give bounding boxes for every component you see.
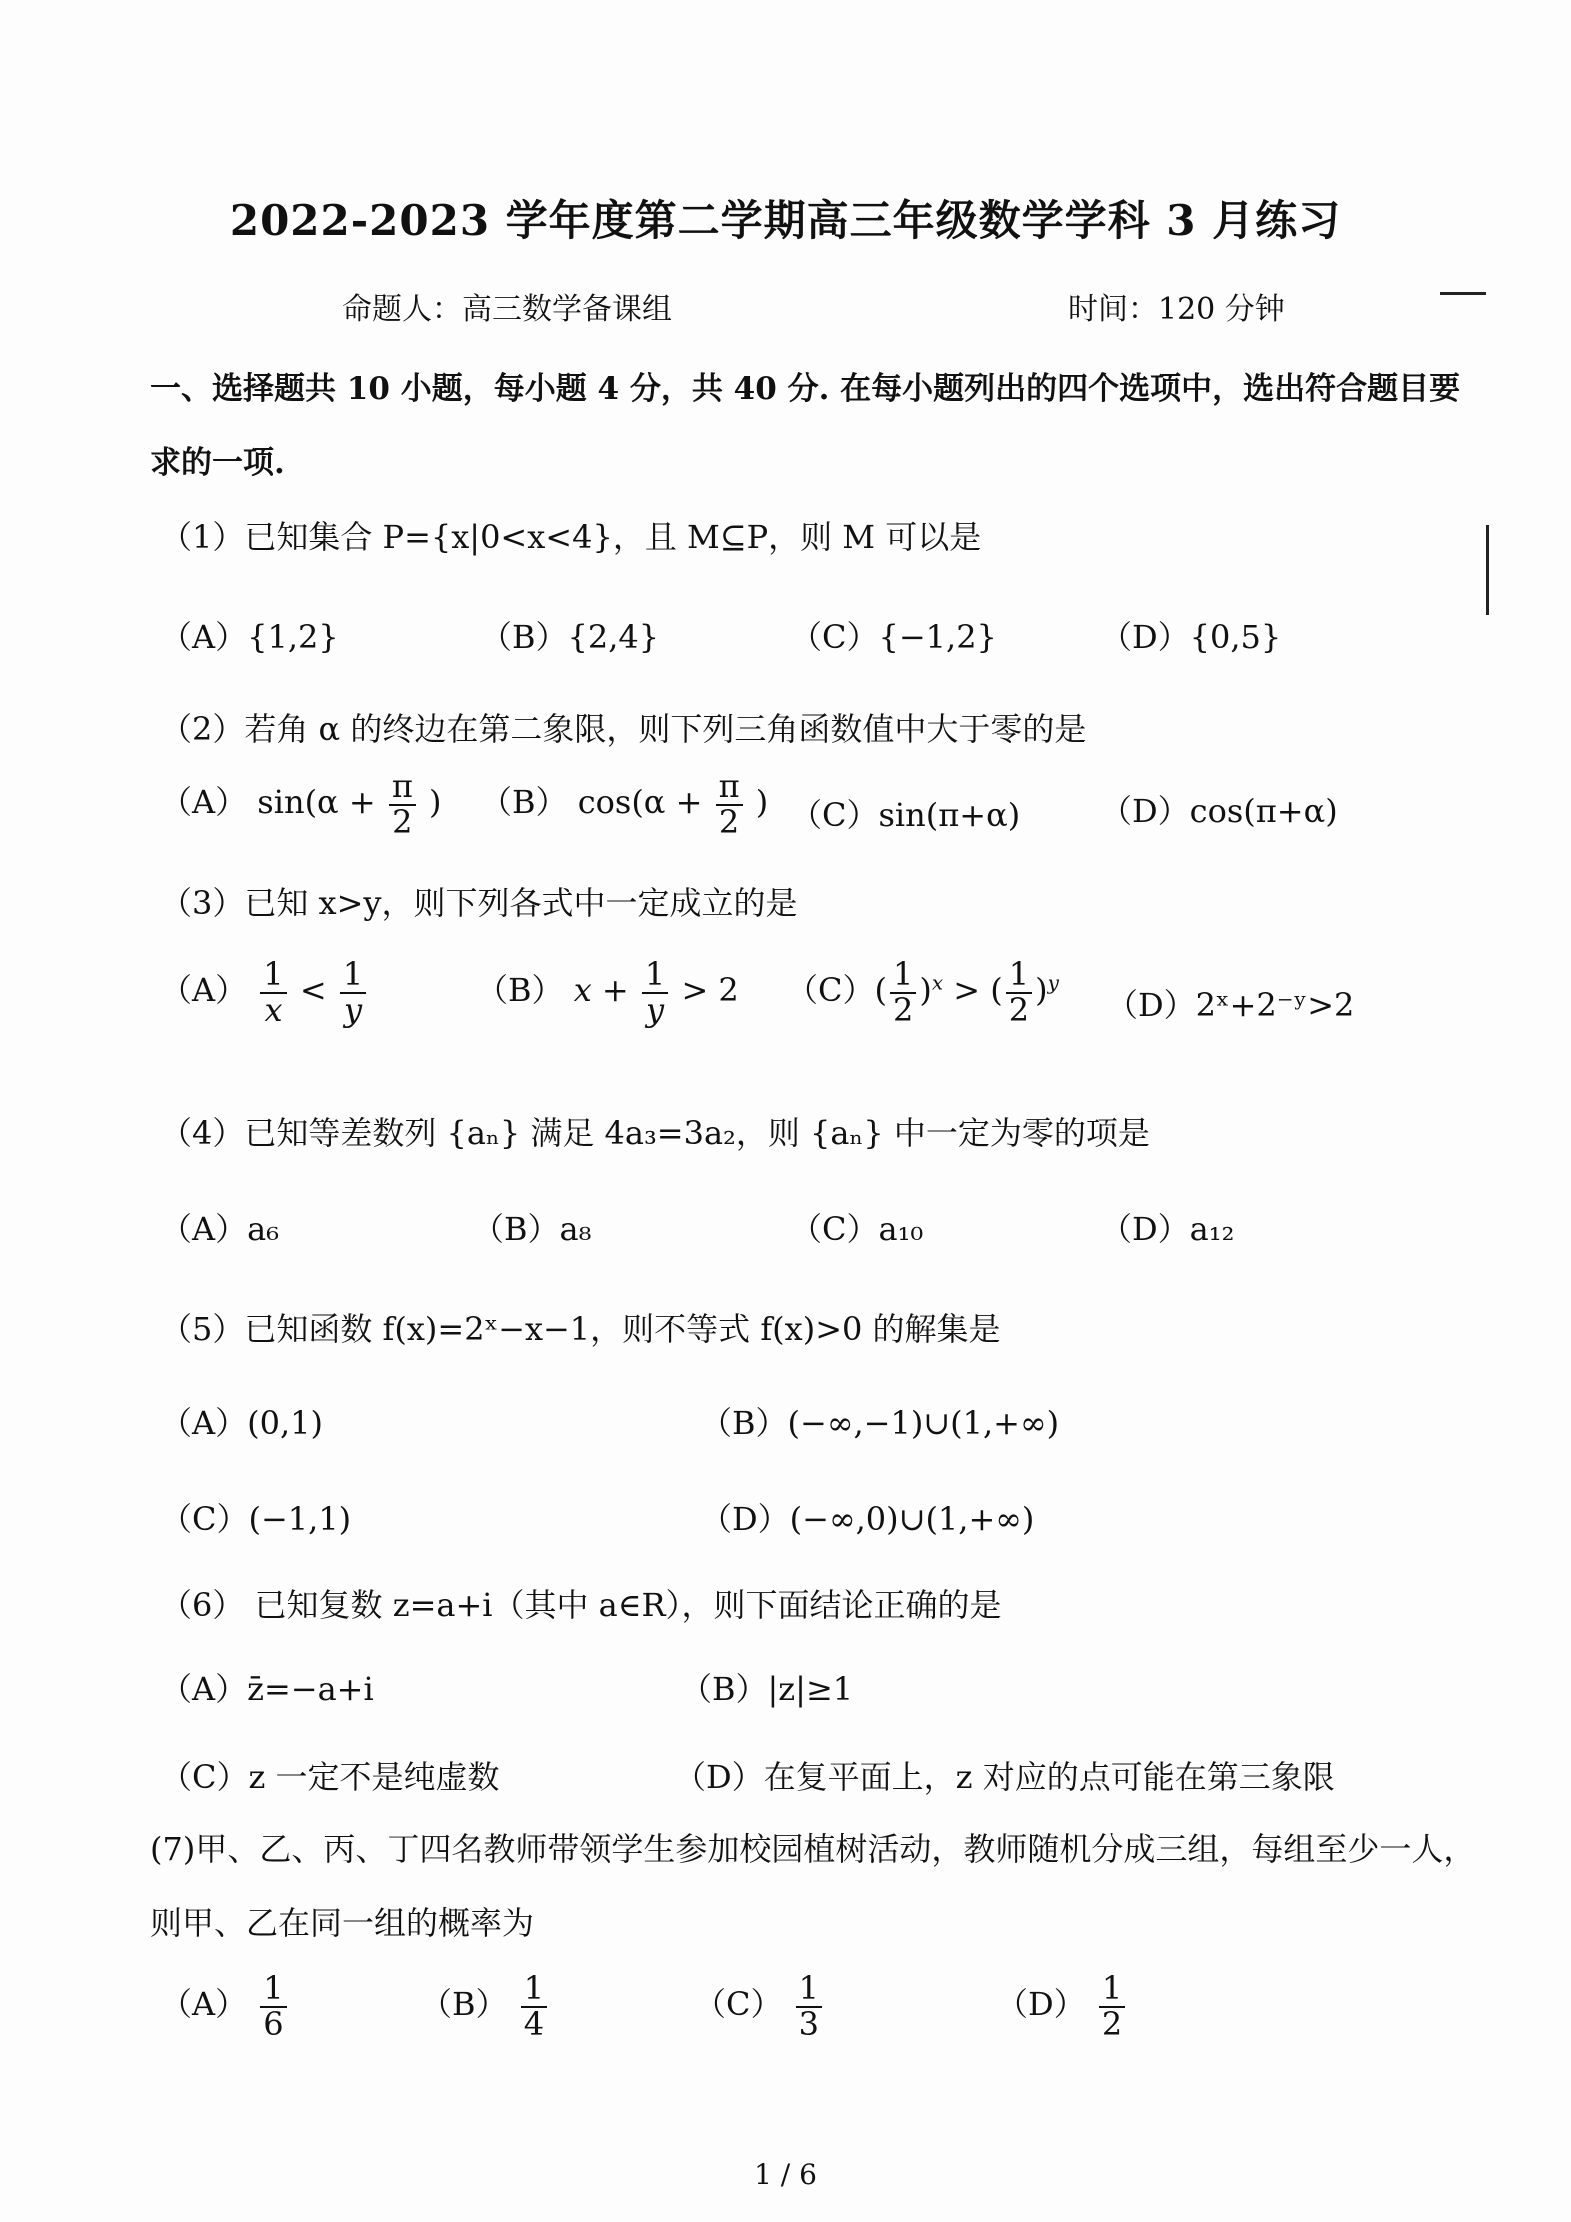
option-d: （D）cos(π+α) (1100, 792, 1338, 830)
fraction-numerator: π (389, 770, 416, 806)
math-expression: x + (573, 971, 629, 1010)
math-expression: > 2 (681, 971, 739, 1010)
option-label: （A） (160, 1985, 248, 2024)
option-d: （D）在复平面上，z 对应的点可能在第三象限 (674, 1758, 1335, 1796)
fraction-denominator: 2 (892, 990, 914, 1029)
fraction-denominator: y (646, 990, 665, 1029)
math-operator: > (953, 971, 981, 1010)
option-c (694, 1969, 825, 2043)
fraction-numerator: 1 (1006, 958, 1032, 994)
math-operator: < (299, 971, 327, 1010)
fraction (716, 767, 743, 841)
fraction-numerator: 1 (890, 958, 916, 994)
fraction-denominator: 2 (1008, 990, 1030, 1029)
fraction-denominator: 4 (523, 2004, 545, 2043)
question-stem: （4）已知等差数列 {aₙ} 满足 4a₃=3a₂，则 {aₙ} 中一定为零的项是 (160, 1114, 1150, 1152)
math-expression: ) (429, 783, 442, 822)
fraction-numerator: 1 (260, 958, 286, 994)
option-b: （B）{2,4} (480, 618, 660, 656)
option-b (476, 955, 739, 1029)
fraction-numerator: 1 (260, 1972, 286, 2008)
fraction-denominator: y (343, 990, 363, 1029)
option-label: （C） (786, 971, 875, 1010)
fraction (1006, 955, 1032, 1029)
math-expression: ) (755, 783, 769, 822)
fraction-numerator: 1 (521, 1972, 547, 2008)
option-c: （C）(−1,1) (160, 1500, 352, 1538)
option-label: （A） (160, 783, 248, 822)
time-line: 时间：120 分钟 (1068, 292, 1285, 327)
option-d: （D）(−∞,0)∪(1,+∞) (700, 1500, 1035, 1538)
math-expression: sin(α + (257, 783, 376, 822)
page-number: 1 / 6 (754, 2158, 817, 2191)
fraction-numerator: π (716, 770, 743, 806)
option-c: （C）sin(π+α) (790, 796, 1021, 834)
fraction-denominator: 6 (263, 2004, 284, 2043)
option-d: （D）{0,5} (1100, 618, 1282, 656)
option-b: （B）|z|≥1 (680, 1670, 854, 1708)
option-a: （A）z̄=−a+i (160, 1670, 374, 1708)
option-a: （A）{1,2} (160, 618, 339, 656)
option-a (160, 1969, 290, 2043)
fraction (340, 955, 366, 1029)
option-b: （B）(−∞,−1)∪(1,+∞) (700, 1404, 1060, 1442)
fraction-denominator: 2 (392, 802, 413, 841)
option-b (420, 1969, 550, 2043)
option-label: （C） (694, 1985, 783, 2024)
option-a (160, 955, 369, 1029)
option-a: （A）(0,1) (160, 1404, 323, 1442)
fraction-numerator: 1 (796, 1972, 822, 2008)
author-line: 命题人：高三数学备课组 (342, 292, 672, 327)
option-c: （C）a₁₀ (790, 1210, 924, 1248)
fraction (260, 955, 286, 1029)
fraction-denominator: 2 (1101, 2004, 1123, 2043)
fraction-denominator: x (264, 990, 283, 1029)
fraction-numerator: 1 (1099, 1972, 1125, 2008)
page-title: 2022-2023 学年度第二学期高三年级数学学科 3 月练习 (229, 196, 1342, 245)
option-label: （D） (996, 1985, 1086, 2024)
fraction (796, 1969, 822, 2043)
fraction (521, 1969, 547, 2043)
option-b: （B）a₈ (472, 1210, 592, 1248)
option-label: （B） (480, 783, 568, 822)
option-c: （C）z 一定不是纯虚数 (160, 1758, 500, 1796)
fraction (389, 767, 416, 841)
question-stem: (7)甲、乙、丙、丁四名教师带领学生参加校园植树活动，教师随机分成三组，每组至少一人，则甲、乙在同一组的概率为 (150, 1830, 1476, 1942)
fraction-denominator: 3 (798, 2004, 820, 2043)
scan-mark (1440, 292, 1486, 295)
scan-mark (1486, 525, 1489, 615)
math-expression: cos(α + (577, 783, 703, 822)
fraction-denominator: 2 (718, 802, 740, 841)
section-heading: 一、选择题共 10 小题，每小题 4 分，共 40 分. 在每小题列出的四个选项中，选出符合题目要求的一项. (150, 371, 1461, 481)
fraction-numerator: 1 (340, 958, 366, 994)
question-stem: （3）已知 x>y，则下列各式中一定成立的是 (160, 884, 798, 922)
option-c: （C）{−1,2} (790, 618, 997, 656)
option-d: （D）a₁₂ (1100, 1210, 1235, 1248)
option-b (480, 767, 769, 841)
option-label: （A） (160, 971, 248, 1010)
fraction (260, 1969, 286, 2043)
option-label: （B） (476, 971, 564, 1010)
exponent: y (1047, 970, 1059, 995)
fraction-numerator: 1 (642, 958, 668, 994)
option-a: （A）a₆ (160, 1210, 280, 1248)
exponent: x (931, 970, 944, 995)
question-stem: （6） 已知复数 z=a+i（其中 a∈R），则下面结论正确的是 (160, 1586, 1002, 1624)
question-stem: （2）若角 α 的终边在第二象限，则下列三角函数值中大于零的是 (160, 710, 1087, 748)
fraction (890, 955, 916, 1029)
question-stem: （1）已知集合 P={x|0<x<4}，且 M⊆P，则 M 可以是 (160, 518, 982, 556)
question-stem: （5）已知函数 f(x)=2ˣ−x−1，则不等式 f(x)>0 的解集是 (160, 1310, 1001, 1348)
option-label: （B） (420, 1985, 508, 2024)
fraction (1099, 1969, 1125, 2043)
option-d: （D）2ˣ+2⁻ʸ>2 (1106, 986, 1355, 1024)
option-c: （C）( $\frac{1}{2}$ )$^x$ > ( $\frac{1}{2}$ )$^y$ (786, 955, 1059, 1029)
fraction (642, 955, 668, 1029)
option-a (160, 767, 442, 841)
option-d (996, 1969, 1128, 2043)
